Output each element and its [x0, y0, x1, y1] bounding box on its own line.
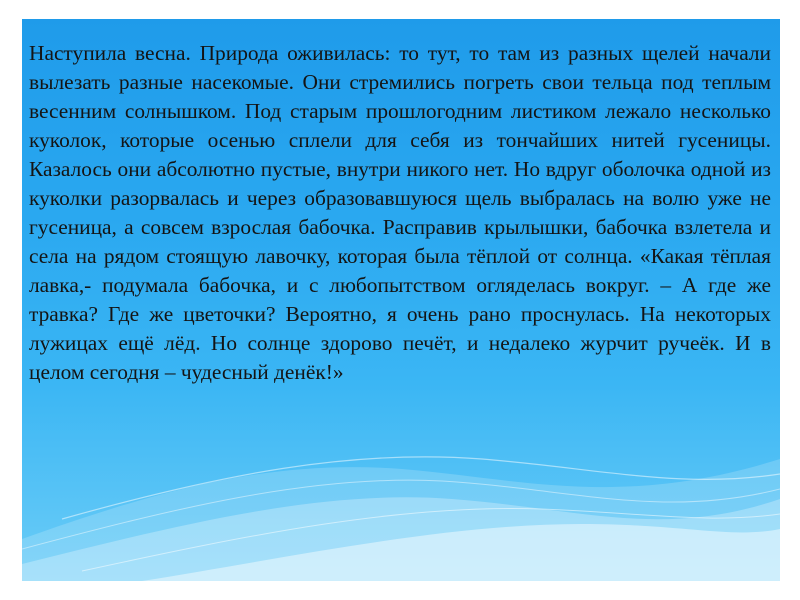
- blue-background-panel: [22, 19, 780, 581]
- story-paragraph: Наступила весна. Природа оживилась: то тут, то там из разных щелей начали вылезать разные насекомые. Они стремились погреть свои тельца под теплым весенним солнышком. Под старым прошлогодним листиком лежало несколько куколок, которые осенью сплели для себя из тончайших нитей гусеницы. Казалось они абсолютно пустые, внутри никого нет. Но вдруг оболочка одной из куколки разорвалась и через образовавшуюся щель выбралась на волю уже не гусеница, а совсем взрослая бабочка. Расправив крылышки, бабочка взлетела и села на рядом стоящую лавочку, которая была тёплой от солнца. «Какая тёплая лавка,- подумала бабочка, и с любопытством огляделась вокруг. – А где же травка? Где же цветочки? Вероятно, я очень рано проснулась. На некоторых лужицах ещё лёд. Но солнце здорово печёт, и недалеко журчит ручеёк. И в целом сегодня – чудесный денёк!»: [29, 41, 771, 384]
